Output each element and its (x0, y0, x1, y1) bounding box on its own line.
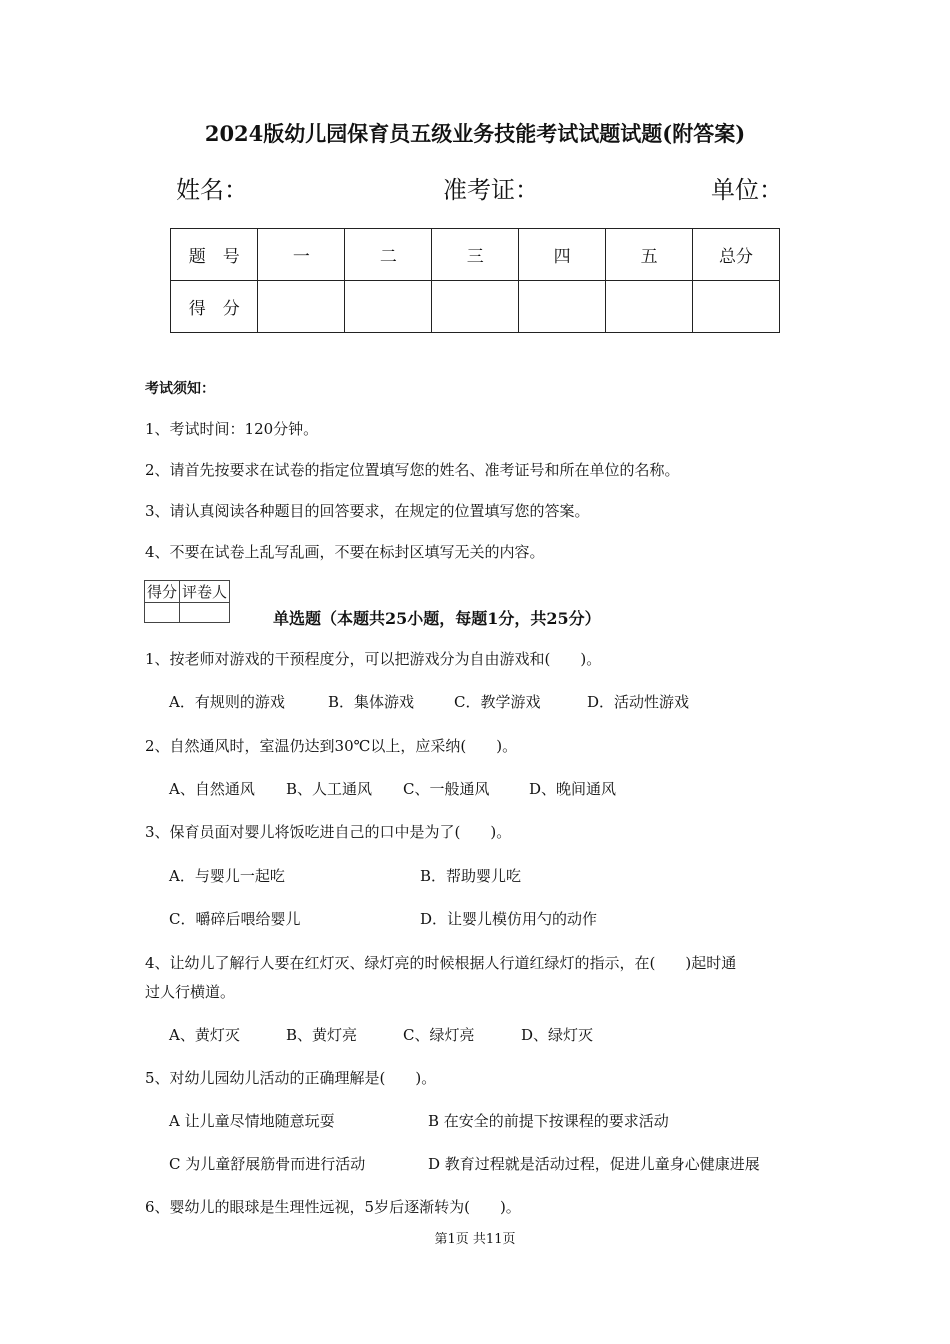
question-stem: 2、自然通风时，室温仍达到30℃以上，应采纳( )。 (145, 737, 518, 755)
notice-title: 考试须知： (145, 381, 215, 397)
score-table-header-row (171, 229, 780, 281)
option: A 让儿童尽情地随意玩耍 (169, 1112, 335, 1130)
option: C、绿灯亮 (403, 1026, 475, 1044)
score-cell[interactable] (693, 281, 780, 333)
option: B、黄灯亮 (286, 1026, 358, 1044)
score-header-cell: 题 号 (171, 229, 258, 281)
score-cell[interactable] (345, 281, 432, 333)
question-stem: 6、婴幼儿的眼球是生理性远视，5岁后逐渐转为( )。 (145, 1198, 521, 1216)
option: B．集体游戏 (328, 693, 415, 711)
grader-name-label: 评卷人 (180, 581, 230, 603)
score-cell[interactable] (432, 281, 519, 333)
grader-score-cell[interactable] (145, 603, 180, 623)
section-title: 单选题（本题共25小题，每题1分，共25分） (273, 609, 601, 628)
notice-item: 3、请认真阅读各种题目的回答要求，在规定的位置填写您的答案。 (145, 502, 590, 520)
option: A、自然通风 (169, 780, 255, 798)
question-stem: 4、让幼儿了解行人要在红灯灭、绿灯亮的时候根据人行道红绿灯的指示，在( )起时通 (145, 954, 737, 972)
score-table-score-row (171, 281, 780, 333)
question-stem: 1、按老师对游戏的干预程度分，可以把游戏分为自由游戏和( )。 (145, 650, 602, 668)
grader-name-cell[interactable] (180, 603, 230, 623)
question-stem: 3、保育员面对婴儿将饭吃进自己的口中是为了( )。 (145, 823, 512, 841)
option: B 在安全的前提下按课程的要求活动 (428, 1112, 669, 1130)
option: C．嚼碎后喂给婴儿 (169, 910, 301, 928)
option: A、黄灯灭 (169, 1026, 240, 1044)
option: D、绿灯灭 (521, 1026, 594, 1044)
score-header-cell: 五 (606, 229, 693, 281)
option: D 教育过程就是活动过程，促进儿童身心健康进展 (428, 1155, 760, 1173)
score-header-cell: 三 (432, 229, 519, 281)
exam-id-label: 准考证： (443, 176, 539, 204)
unit-label: 单位： (711, 176, 783, 204)
question-stem: 5、对幼儿园幼儿活动的正确理解是( )。 (145, 1069, 437, 1087)
score-cell[interactable] (519, 281, 606, 333)
option: B、人工通风 (286, 780, 373, 798)
notice-item: 2、请首先按要求在试卷的指定位置填写您的姓名、准考证号和所在单位的名称。 (145, 461, 680, 479)
score-cell[interactable] (606, 281, 693, 333)
option: C．教学游戏 (454, 693, 541, 711)
score-header-cell: 四 (519, 229, 606, 281)
page-footer: 第1页 共11页 (434, 1232, 516, 1247)
option: D、晚间通风 (529, 780, 617, 798)
score-table (170, 228, 780, 333)
score-header-cell: 二 (345, 229, 432, 281)
option: A．有规则的游戏 (169, 693, 285, 711)
option: C、一般通风 (403, 780, 490, 798)
notice-item: 1、考试时间：120分钟。 (145, 420, 319, 438)
option: A．与婴儿一起吃 (169, 867, 285, 885)
question-stem-continued: 过人行横道。 (145, 983, 236, 1001)
grader-box (144, 580, 230, 623)
option: D．让婴儿模仿用勺的动作 (420, 910, 598, 928)
option: D．活动性游戏 (587, 693, 690, 711)
score-cell[interactable] (258, 281, 345, 333)
score-header-cell: 一 (258, 229, 345, 281)
name-label: 姓名： (176, 176, 248, 204)
grader-score-label: 得分 (145, 581, 180, 603)
option: C 为儿童舒展筋骨而进行活动 (169, 1155, 366, 1173)
score-row-label: 得 分 (171, 281, 258, 333)
notice-item: 4、不要在试卷上乱写乱画，不要在标封区填写无关的内容。 (145, 543, 545, 561)
option: B．帮助婴儿吃 (420, 867, 522, 885)
score-header-cell: 总分 (693, 229, 780, 281)
document-title: 2024版幼儿园保育员五级业务技能考试试题试题(附答案) (204, 121, 746, 146)
